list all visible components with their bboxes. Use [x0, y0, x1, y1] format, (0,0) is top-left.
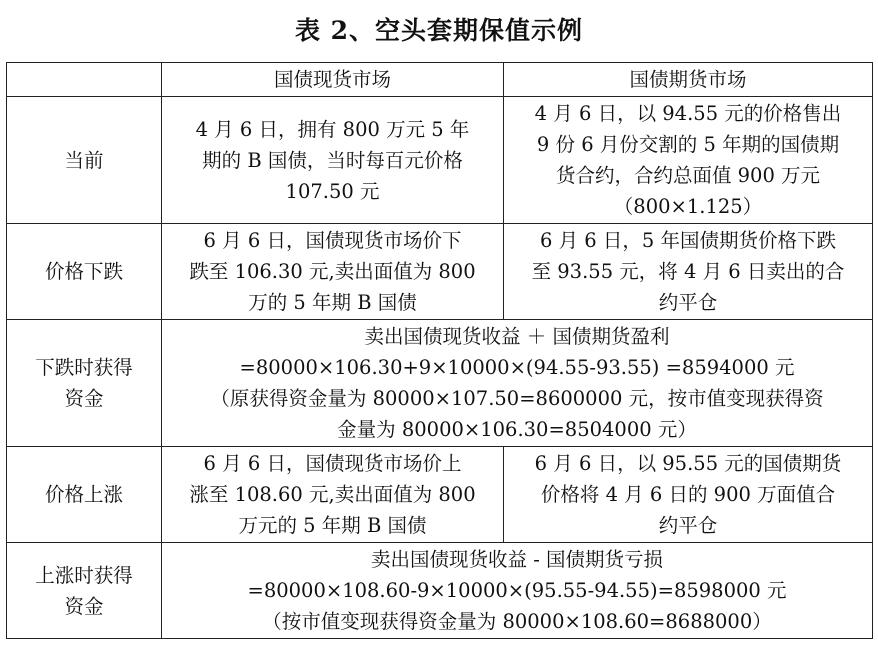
rise-proceeds-line: =80000×108.60-9×10000×(95.55-94.55)=8598000 元 — [247, 579, 787, 602]
spot-current-line: 4 月 6 日，拥有 800 万元 5 年 — [195, 117, 470, 141]
row-label-current: 当前 — [7, 97, 162, 224]
table-title: 表 2、空头套期保值示例 — [294, 16, 584, 45]
spot-fall-line: 跌至 106.30 元,卖出面值为 800 — [189, 260, 476, 283]
row-label-rise-proceeds — [7, 543, 162, 639]
row-label-line: 下跌时获得 — [35, 356, 133, 379]
row-label-price-rise: 价格上涨 — [7, 447, 162, 543]
futures-current-line: 4 月 6 日，以 94.55 元的价格售出 — [534, 102, 842, 125]
merged-cell-fall-proceeds — [162, 320, 873, 447]
futures-rise-line: 约平仓 — [658, 514, 718, 537]
hedge-example-table — [6, 62, 873, 639]
futures-cell-price-rise — [504, 447, 873, 543]
futures-market-header: 国债期货市场 — [504, 63, 873, 97]
fall-proceeds-line: 卖出国债现货收益 ＋ 国债期货盈利 — [364, 325, 670, 348]
fall-proceeds-line: 金量为 80000×106.30=8504000 元） — [337, 418, 697, 441]
futures-cell-price-fall — [504, 224, 873, 320]
table-row-rise-proceeds — [7, 543, 873, 639]
table-row-current — [7, 97, 873, 224]
table-row-price-fall — [7, 224, 873, 320]
table-row-fall-proceeds — [7, 320, 873, 447]
spot-fall-line: 万的 5 年期 B 国债 — [248, 291, 417, 314]
spot-rise-line: 万元的 5 年期 B 国债 — [238, 514, 427, 537]
futures-rise-line: 6 月 6 日，以 95.55 元的国债期货 — [534, 452, 842, 475]
row-label-line: 上涨时获得 — [35, 563, 133, 587]
merged-cell-rise-proceeds — [162, 543, 873, 639]
futures-current-line: 9 份 6 月份交割的 5 年期的国债期 — [536, 133, 840, 156]
fall-proceeds-line: （原获得资金量为 80000×107.50=8600000 元，按市值变现获得资 — [210, 387, 824, 410]
row-label-fall-proceeds — [7, 320, 162, 447]
rise-proceeds-line: （按市值变现获得资金量为 80000×108.60=8688000） — [262, 610, 772, 633]
fall-proceeds-line: =80000×106.30+9×10000×(94.55-93.55) =8594000 元 — [239, 356, 795, 379]
futures-current-line: （800×1.125） — [613, 195, 763, 218]
spot-market-header: 国债现货市场 — [162, 63, 504, 97]
corner-cell — [7, 63, 162, 97]
row-label-line: 资金 — [64, 387, 104, 410]
futures-fall-line: 约平仓 — [658, 291, 718, 314]
futures-current-line: 货合约，合约总面值 900 万元 — [555, 164, 821, 187]
spot-cell-price-fall — [162, 224, 504, 320]
spot-cell-current — [162, 97, 504, 224]
table-row-price-rise — [7, 447, 873, 543]
spot-current-line: 107.50 元 — [285, 179, 380, 203]
futures-fall-line: 6 月 6 日，5 年国债期货价格下跌 — [539, 229, 836, 252]
futures-rise-line: 价格将 4 月 6 日的 900 万面值合 — [540, 483, 836, 506]
spot-rise-line: 涨至 108.60 元,卖出面值为 800 — [189, 483, 476, 506]
spot-cell-price-rise — [162, 447, 504, 543]
row-label-line: 资金 — [64, 594, 104, 618]
spot-current-line: 期的 B 国债，当时每百元价格 — [202, 148, 463, 172]
futures-cell-current — [504, 97, 873, 224]
row-label-price-fall: 价格下跌 — [7, 224, 162, 320]
spot-fall-line: 6 月 6 日，国债现货市场价下 — [203, 229, 462, 252]
table-header-row — [7, 63, 873, 97]
rise-proceeds-line: 卖出国债现货收益 - 国债期货亏损 — [371, 548, 663, 571]
futures-fall-line: 至 93.55 元，将 4 月 6 日卖出的合 — [531, 260, 845, 283]
spot-rise-line: 6 月 6 日，国债现货市场价上 — [203, 452, 462, 475]
